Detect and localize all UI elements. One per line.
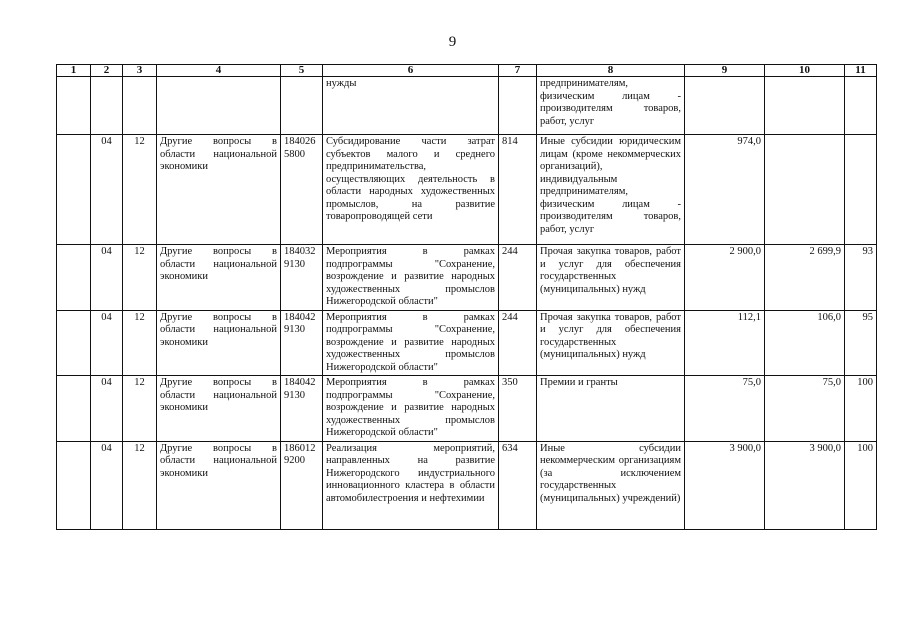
cell-expense-code: 814 xyxy=(499,135,537,245)
cell-plan: 974,0 xyxy=(685,135,765,245)
cell-section: 04 xyxy=(91,376,123,442)
cell-actual: 75,0 xyxy=(765,376,845,442)
column-header: 3 xyxy=(123,65,157,77)
cell-expense-name: Иные субсидии юридическим лицам (кроме некоммерческих организаций), индивидуальным предпринимателям, физическим лицам - производителям товаров, работ, услуг xyxy=(537,135,685,245)
cell-expense-name: Премии и гранты xyxy=(537,376,685,442)
cell-target-code: 1860129200 xyxy=(281,441,323,529)
cell-section-name: Другие вопросы в области национальной экономики xyxy=(157,245,281,311)
cell-subsection: 12 xyxy=(123,310,157,376)
table-row xyxy=(57,441,877,529)
cell-plan: 75,0 xyxy=(685,376,765,442)
table-row xyxy=(57,245,877,311)
cell-target-code xyxy=(281,77,323,135)
cell-subsection: 12 xyxy=(123,135,157,245)
cell-section: 04 xyxy=(91,135,123,245)
cell-percent: 100 xyxy=(845,441,877,529)
cell-target-name: Мероприятия в рамках подпрограммы "Сохранение, возрождение и развитие народных художественных промыслов Нижегородской области" xyxy=(323,310,499,376)
cell-subsection xyxy=(123,77,157,135)
cell-target-name: нужды xyxy=(323,77,499,135)
column-header: 8 xyxy=(537,65,685,77)
column-header: 10 xyxy=(765,65,845,77)
cell-percent: 95 xyxy=(845,310,877,376)
cell-percent xyxy=(845,135,877,245)
cell-actual: 3 900,0 xyxy=(765,441,845,529)
cell-plan xyxy=(685,77,765,135)
cell-section-name: Другие вопросы в области национальной экономики xyxy=(157,441,281,529)
cell-expense-code: 634 xyxy=(499,441,537,529)
cell-subsection: 12 xyxy=(123,376,157,442)
cell-plan: 3 900,0 xyxy=(685,441,765,529)
page-number: 9 xyxy=(448,34,457,50)
cell-actual xyxy=(765,135,845,245)
cell-actual: 106,0 xyxy=(765,310,845,376)
cell-expense-code: 350 xyxy=(499,376,537,442)
column-header: 9 xyxy=(685,65,765,77)
cell-section-name xyxy=(157,77,281,135)
cell-subsection: 12 xyxy=(123,441,157,529)
cell-col1 xyxy=(57,376,91,442)
table-row xyxy=(57,77,877,135)
table-row xyxy=(57,310,877,376)
budget-table xyxy=(56,64,877,530)
column-header: 7 xyxy=(499,65,537,77)
cell-percent: 100 xyxy=(845,376,877,442)
cell-percent: 93 xyxy=(845,245,877,311)
cell-plan: 2 900,0 xyxy=(685,245,765,311)
column-header: 11 xyxy=(845,65,877,77)
cell-section: 04 xyxy=(91,441,123,529)
cell-expense-code: 244 xyxy=(499,310,537,376)
column-header: 5 xyxy=(281,65,323,77)
cell-expense-name: Прочая закупка товаров, работ и услуг для обеспечения государственных (муниципальных) нужд xyxy=(537,245,685,311)
cell-actual xyxy=(765,77,845,135)
column-header: 2 xyxy=(91,65,123,77)
cell-col1 xyxy=(57,245,91,311)
cell-expense-code: 244 xyxy=(499,245,537,311)
cell-target-name: Мероприятия в рамках подпрограммы "Сохранение, возрождение и развитие народных художественных промыслов Нижегородской области" xyxy=(323,245,499,311)
cell-percent xyxy=(845,77,877,135)
header-row xyxy=(57,65,877,77)
cell-target-name: Реализация мероприятий, направленных на развитие Нижегородского индустриального инновационного кластера в области автомобилестроения и нефтехимии xyxy=(323,441,499,529)
cell-section-name: Другие вопросы в области национальной экономики xyxy=(157,310,281,376)
cell-target-name: Субсидирование части затрат субъектов малого и среднего предпринимательства, осуществляющих деятельность в области народных художественных промыслов, на развитие товаропроводящей сети xyxy=(323,135,499,245)
column-header: 1 xyxy=(57,65,91,77)
cell-target-code: 1840429130 xyxy=(281,376,323,442)
column-header: 4 xyxy=(157,65,281,77)
cell-col1 xyxy=(57,441,91,529)
cell-plan: 112,1 xyxy=(685,310,765,376)
cell-col1 xyxy=(57,310,91,376)
cell-actual: 2 699,9 xyxy=(765,245,845,311)
cell-target-name: Мероприятия в рамках подпрограммы "Сохранение, возрождение и развитие народных художественных промыслов Нижегородской области" xyxy=(323,376,499,442)
cell-expense-name: Иные субсидии некоммерческим организациям (за исключением государственных (муниципальных) учреждений) xyxy=(537,441,685,529)
cell-target-code: 1840265800 xyxy=(281,135,323,245)
cell-subsection: 12 xyxy=(123,245,157,311)
cell-section: 04 xyxy=(91,310,123,376)
cell-expense-name: Прочая закупка товаров, работ и услуг для обеспечения государственных (муниципальных) нужд xyxy=(537,310,685,376)
cell-col1 xyxy=(57,135,91,245)
cell-col1 xyxy=(57,77,91,135)
cell-target-code: 1840429130 xyxy=(281,310,323,376)
cell-section: 04 xyxy=(91,245,123,311)
cell-section-name: Другие вопросы в области национальной экономики xyxy=(157,135,281,245)
table-row xyxy=(57,376,877,442)
table-row xyxy=(57,135,877,245)
cell-section xyxy=(91,77,123,135)
cell-target-code: 1840329130 xyxy=(281,245,323,311)
cell-expense-name: предпринимателям, физическим лицам - производителям товаров, работ, услуг xyxy=(537,77,685,135)
column-header: 6 xyxy=(323,65,499,77)
cell-expense-code xyxy=(499,77,537,135)
cell-section-name: Другие вопросы в области национальной экономики xyxy=(157,376,281,442)
